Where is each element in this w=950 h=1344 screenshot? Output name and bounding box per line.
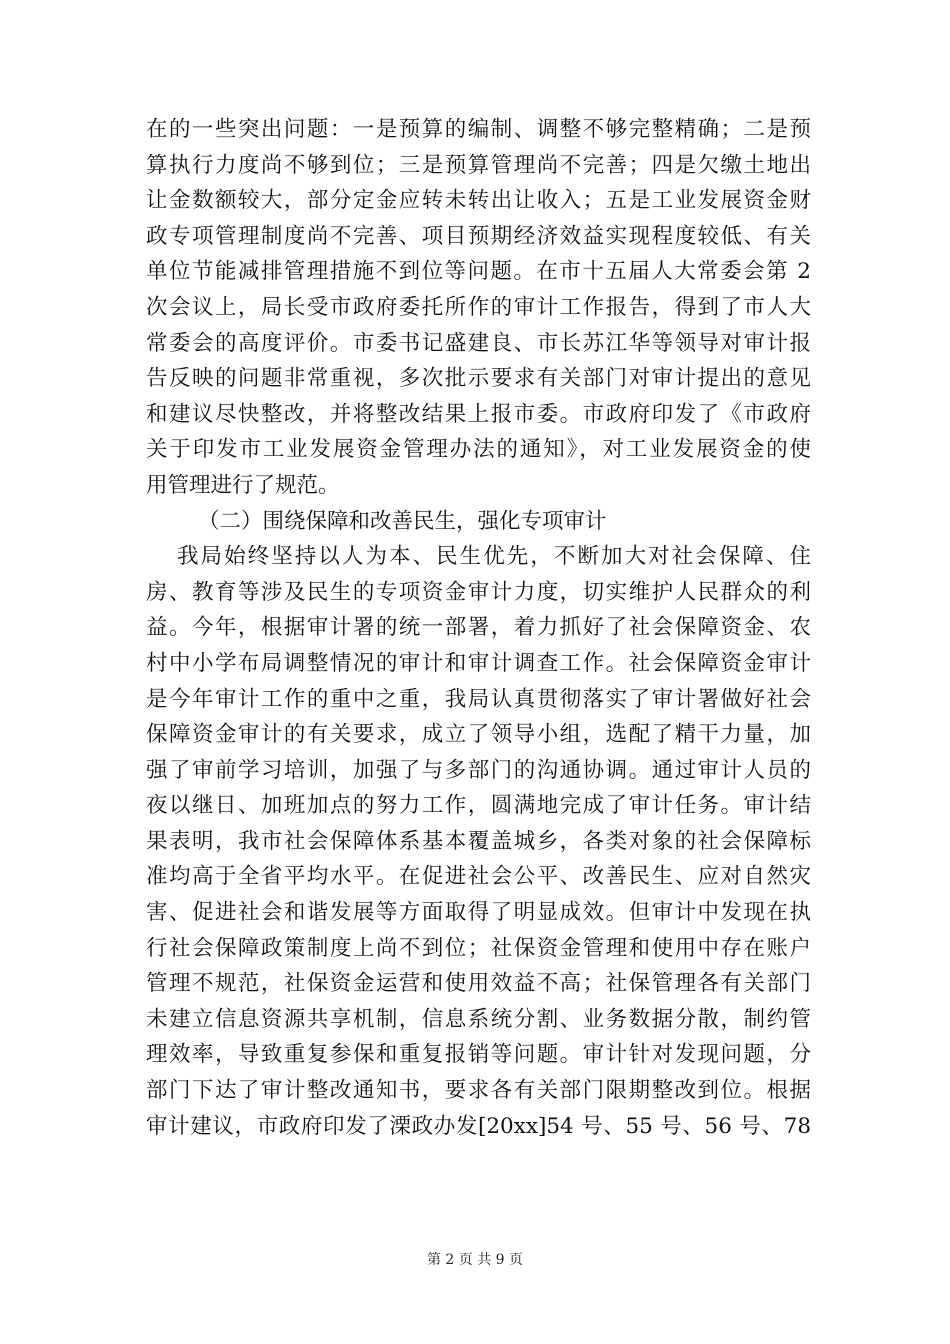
text-line: 保障资金审计的有关要求，成立了领导小组，选配了精干力量，加 <box>146 722 811 748</box>
section-heading: （二）围绕保障和改善民生，强化专项审计 <box>198 508 607 534</box>
text-line: 用管理进行了规范。 <box>146 472 340 498</box>
page-number-footer: 第 2 页 共 9 页 <box>426 1252 524 1268</box>
text-line: 管理不规范，社保资金运营和使用效益不高；社保管理各有关部门 <box>146 971 811 997</box>
text-line: 告反映的问题非常重视，多次批示要求有关部门对审计提出的意见 <box>146 366 811 392</box>
text-line: 强了审前学习培训，加强了与多部门的沟通协调。通过审计人员的 <box>146 757 811 783</box>
text-line: 未建立信息资源共享机制，信息系统分割、业务数据分散，制约管 <box>146 1006 811 1032</box>
text-line: 理效率，导致重复参保和重复报销等问题。审计针对发现问题，分 <box>146 1042 811 1068</box>
text-line: 让金数额较大，部分定金应转未转出让收入；五是工业发展资金财 <box>146 188 811 214</box>
text-line: 行社会保障政策制度上尚不到位；社保资金管理和使用中存在账户 <box>146 935 811 961</box>
text-line: 准均高于全省平均水平。在促进社会公平、改善民生、应对自然灾 <box>146 864 811 890</box>
text-line: 和建议尽快整改，并将整改结果上报市委。市政府印发了《市政府 <box>146 401 811 427</box>
text-line: 常委会的高度评价。市委书记盛建良、市长苏江华等领导对审计报 <box>146 330 811 356</box>
text-line: 在的一些突出问题：一是预算的编制、调整不够完整精确；二是预 <box>146 117 811 142</box>
text-line: 村中小学布局调整情况的审计和审计调查工作。社会保障资金审计 <box>146 650 811 676</box>
text-line: 算执行力度尚不够到位；三是预算管理尚不完善；四是欠缴土地出 <box>146 152 811 178</box>
text-line: 我局始终坚持以人为本、民生优先，不断加大对社会保障、住 <box>177 544 811 570</box>
text-line: 房、教育等涉及民生的专项资金审计力度，切实维护人民群众的利 <box>146 579 811 605</box>
text-line: 审计建议，市政府印发了溧政办发[20xx]54 号、55 号、56 号、78 <box>146 1113 811 1139</box>
text-line: 单位节能减排管理措施不到位等问题。在市十五届人大常委会第 2 <box>146 259 811 285</box>
text-line: 果表明，我市社会保障体系基本覆盖城乡，各类对象的社会保障标 <box>146 828 811 854</box>
text-line: 是今年审计工作的重中之重，我局认真贯彻落实了审计署做好社会 <box>146 686 811 712</box>
text-line: 益。今年，根据审计署的统一部署，着力抓好了社会保障资金、农 <box>146 615 811 641</box>
text-line: 次会议上，局长受市政府委托所作的审计工作报告，得到了市人大 <box>146 294 811 320</box>
text-line: 政专项管理制度尚不完善、项目预期经济效益实现程度较低、有关 <box>146 223 811 249</box>
body-text <box>146 112 811 1144</box>
text-line: 害、促进社会和谐发展等方面取得了明显成效。但审计中发现在执 <box>146 900 811 926</box>
text-line: 部门下达了审计整改通知书，要求各有关部门限期整改到位。根据 <box>146 1078 811 1104</box>
text-line: 关于印发市工业发展资金管理办法的通知》，对工业发展资金的使 <box>146 437 811 463</box>
text-line: 夜以继日、加班加点的努力工作，圆满地完成了审计任务。审计结 <box>146 793 811 819</box>
